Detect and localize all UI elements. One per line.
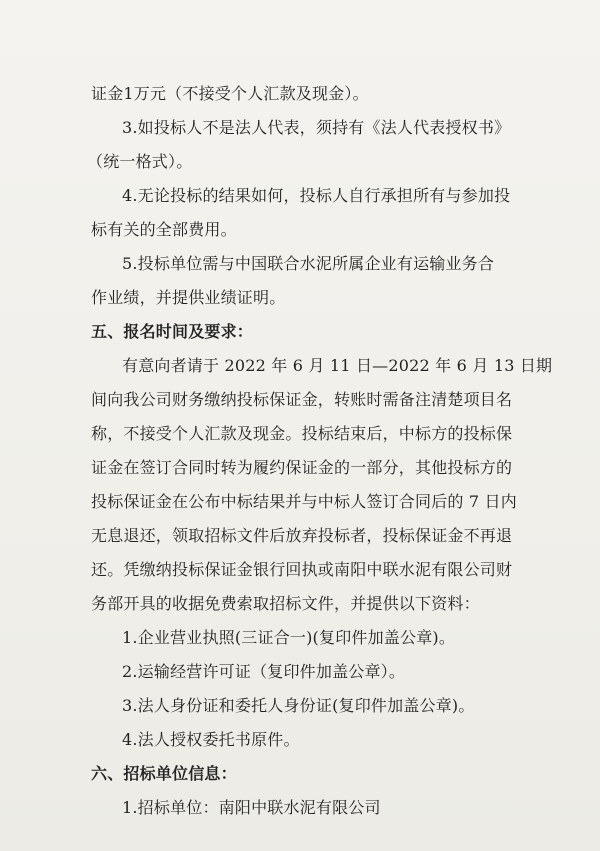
paragraph-line: （统一格式）。 bbox=[87, 152, 193, 171]
list-item: 4.法人授权委托书原件。 bbox=[122, 730, 300, 749]
section-heading: 六、招标单位信息： bbox=[91, 764, 237, 783]
paragraph-line: 投标保证金在公布中标结果并与中标人签订合同后的 7 日内 bbox=[91, 492, 517, 511]
list-item: 3.法人身份证和委托人身份证(复印件加盖公章)。 bbox=[122, 696, 475, 715]
paragraph-line: 作业绩，并提供业绩证明。 bbox=[91, 288, 286, 307]
paragraph-line: 间向我公司财务缴纳投标保证金，转账时需备注清楚项目名 bbox=[91, 390, 513, 409]
paragraph-line: 称，不接受个人汇款及现金。投标结束后，中标方的投标保 bbox=[91, 424, 513, 443]
paragraph-line: 务部开具的收据免费索取招标文件，并提供以下资料： bbox=[91, 594, 480, 613]
paragraph-line: 证金在签订合同时转为履约保证金的一部分，其他投标方的 bbox=[91, 458, 513, 477]
list-item: 1.招标单位：南阳中联水泥有限公司 bbox=[122, 798, 381, 817]
paragraph-line: 证金1万元（不接受个人汇款及现金）。 bbox=[91, 84, 369, 103]
list-item: 1.企业营业执照(三证合一)(复印件加盖公章)。 bbox=[122, 628, 456, 647]
paragraph-line: 3.如投标人不是法人代表，须持有《法人代表授权书》 bbox=[122, 118, 511, 137]
paragraph-line: 无息退还，领取招标文件后放弃投标者，投标保证金不再退 bbox=[91, 526, 513, 545]
paragraph-line: 有意向者请于 2022 年 6 月 11 日—2022 年 6 月 13 日期 bbox=[122, 356, 553, 375]
paragraph-line: 标有关的全部费用。 bbox=[91, 220, 237, 239]
paragraph-line: 5.投标单位需与中国联合水泥所属企业有运输业务合 bbox=[122, 254, 495, 273]
list-item: 2.运输经营许可证（复印件加盖公章）。 bbox=[122, 662, 406, 681]
section-heading: 五、报名时间及要求： bbox=[91, 322, 254, 341]
paragraph-line: 还。凭缴纳投标保证金银行回执或南阳中联水泥有限公司财 bbox=[91, 560, 513, 579]
paragraph-line: 4.无论投标的结果如何，投标人自行承担所有与参加投 bbox=[122, 186, 511, 205]
